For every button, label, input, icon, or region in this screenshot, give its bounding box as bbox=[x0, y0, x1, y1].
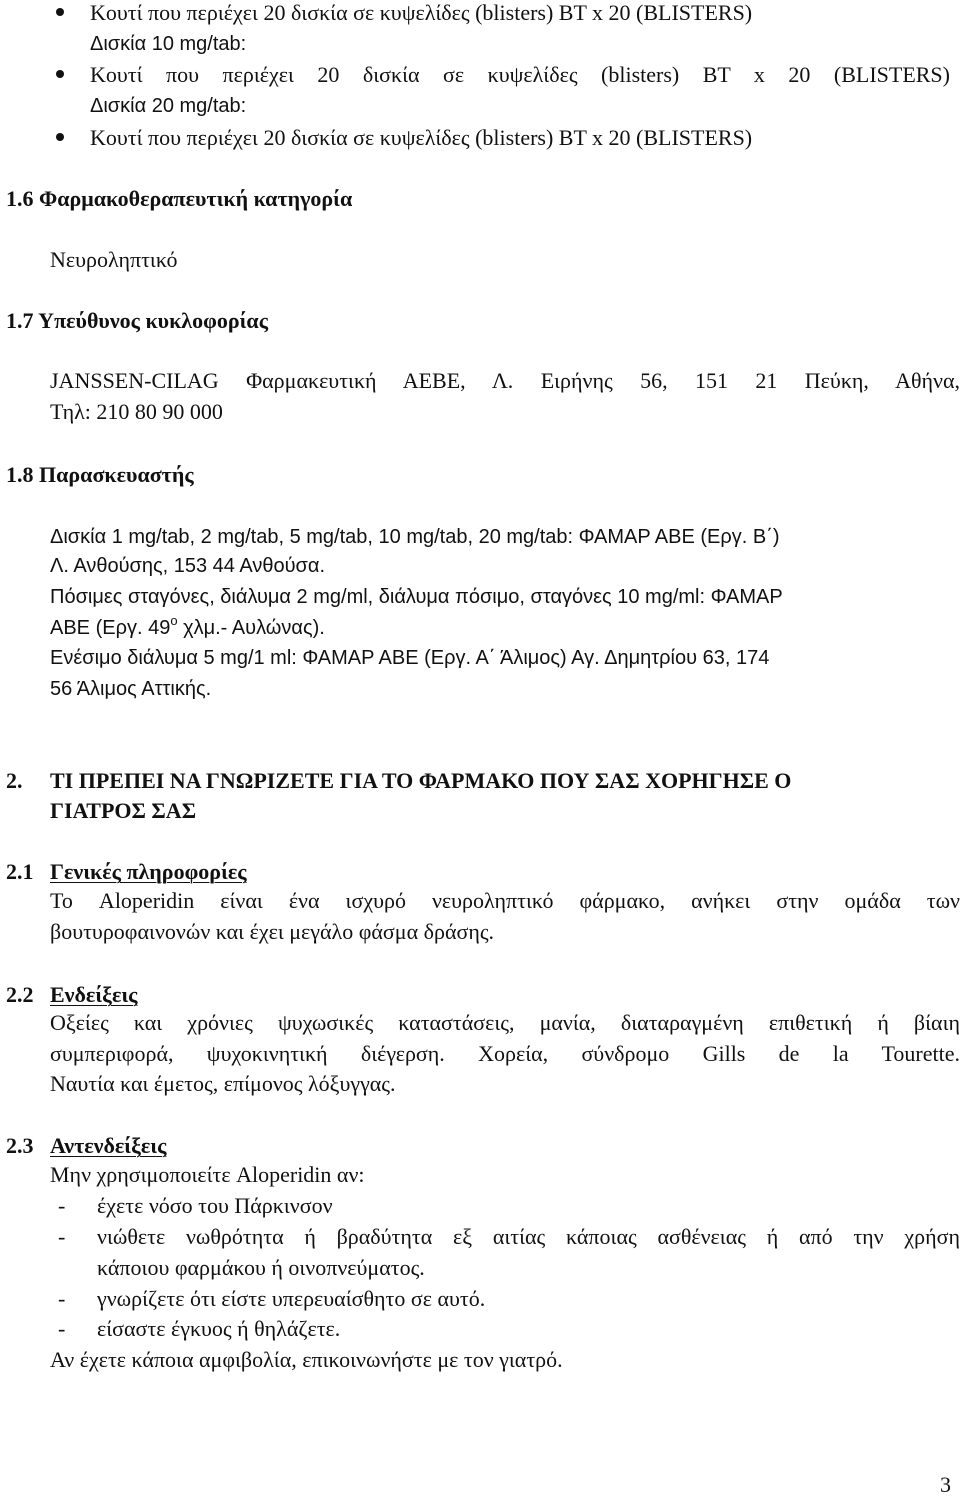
section-1-7-line-1: JANSSEN-CILAG Φαρμακευτική ΑΕΒΕ, Λ. Ειρήνης 56, 151 21 Πεύκη, Αθήνα, bbox=[50, 368, 960, 393]
section-2-title-line-2: ΓΙΑΤΡΟΣ ΣΑΣ bbox=[50, 798, 197, 823]
section-1-6-text: Νευροληπτικό bbox=[50, 247, 178, 272]
ordinal-superscript: ο bbox=[170, 613, 178, 628]
packaging-bullet-3: Κουτί που περιέχει 20 δισκία σε κυψελίδες (blisters) BT x 20 (BLISTERS) bbox=[90, 125, 753, 150]
section-2-1-line-1: Το Aloperidin είναι ένα ισχυρό νευροληπτικό φάρμακο, ανήκει στην ομάδα των bbox=[50, 888, 960, 913]
section-2-title-line-1: ΤΙ ΠΡΕΠΕΙ ΝΑ ΓΝΩΡΙΖΕΤΕ ΓΙΑ ΤΟ ΦΑΡΜΑΚΟ ΠΟΥ ΣΑΣ ΧΟΡΗΓΗΣΕ Ο bbox=[50, 768, 792, 793]
section-2-2-title: Ενδείξεις bbox=[50, 982, 138, 1007]
section-1-8-line-5: Ενέσιμο διάλυμα 5 mg/1 ml: ΦΑΜΑΡ ΑΒΕ (Εργ. Α΄ Άλιμος) Αγ. Δημητρίου 63, 174 bbox=[50, 647, 770, 669]
section-2-1-number: 2.1 bbox=[6, 859, 34, 884]
section-1-8-line-4 bbox=[50, 615, 325, 641]
section-1-7-line-2: Τηλ: 210 80 90 000 bbox=[50, 399, 223, 424]
section-2-2-line-3: Ναυτία και έμετος, επίμονος λόξυγγας. bbox=[50, 1071, 396, 1096]
list-dash: - bbox=[58, 1286, 66, 1311]
section-2-3-outro: Αν έχετε κάποια αμφιβολία, επικοινωνήστε με τον γιατρό. bbox=[50, 1347, 563, 1372]
section-1-8-line-4-end: χλμ.- Αυλώνας). bbox=[177, 617, 325, 639]
list-dash: - bbox=[58, 1316, 66, 1341]
bullet-dot bbox=[56, 70, 64, 78]
section-2-2-line-2: συμπεριφορά, ψυχοκινητική διέγερση. Χορεία, σύνδρομο Gills de la Tourette. bbox=[50, 1041, 960, 1066]
packaging-bullet-1: Κουτί που περιέχει 20 δισκία σε κυψελίδες (blisters) BT x 20 (BLISTERS) bbox=[90, 0, 753, 25]
page-number: 3 bbox=[940, 1472, 951, 1497]
section-1-8-heading: 1.8 Παρασκευαστής bbox=[6, 462, 194, 487]
section-2-1-title: Γενικές πληροφορίες bbox=[50, 859, 247, 884]
bullet-dot bbox=[56, 8, 64, 16]
contraindication-item-3: γνωρίζετε ότι είστε υπερευαίσθητο σε αυτό. bbox=[97, 1286, 486, 1311]
bullet-dot bbox=[56, 133, 64, 141]
packaging-bullet-2: Κουτί που περιέχει 20 δισκία σε κυψελίδες (blisters) BT x 20 (BLISTERS) bbox=[90, 62, 950, 87]
section-1-8-line-4-start: ΑΒΕ (Εργ. 49 bbox=[50, 617, 171, 639]
section-1-8-line-2: Λ. Ανθούσης, 153 44 Ανθούσα. bbox=[50, 555, 325, 577]
contraindication-item-4: είσαστε έγκυος ή θηλάζετε. bbox=[97, 1316, 341, 1341]
section-1-8-line-3: Πόσιμες σταγόνες, διάλυμα 2 mg/ml, διάλυμα πόσιμο, σταγόνες 10 mg/ml: ΦΑΜΑΡ bbox=[50, 586, 783, 608]
section-2-2-number: 2.2 bbox=[6, 982, 34, 1007]
contraindication-item-2-line-1: νιώθετε νωθρότητα ή βραδύτητα εξ αιτίας κάποιας ασθένειας ή από την χρήση bbox=[97, 1224, 960, 1249]
section-2-3-intro: Μην χρησιμοποιείτε Aloperidin αν: bbox=[50, 1162, 365, 1187]
contraindication-item-2-line-2: κάποιου φαρμάκου ή οινοπνεύματος. bbox=[97, 1255, 425, 1280]
list-dash: - bbox=[58, 1193, 66, 1218]
section-2-1-line-2: βουτυροφαινονών και έχει μεγάλο φάσμα δράσης. bbox=[50, 919, 495, 944]
section-1-8-line-6: 56 Άλιμος Αττικής. bbox=[50, 678, 212, 700]
section-1-7-heading: 1.7 Υπεύθυνος κυκλοφορίας bbox=[6, 308, 268, 333]
section-1-8-line-1: Δισκία 1 mg/tab, 2 mg/tab, 5 mg/tab, 10 mg/tab, 20 mg/tab: ΦΑΜΑΡ ΑΒΕ (Εργ. Β΄) bbox=[50, 526, 780, 548]
contraindication-item-1: έχετε νόσο του Πάρκινσον bbox=[97, 1193, 333, 1218]
section-2-2-line-1: Οξείες και χρόνιες ψυχωσικές καταστάσεις, μανία, διαταραγμένη επιθετική ή βίαιη bbox=[50, 1010, 960, 1035]
packaging-label-10mg: Δισκία 10 mg/tab: bbox=[90, 33, 247, 55]
list-dash: - bbox=[58, 1224, 66, 1249]
packaging-label-20mg: Δισκία 20 mg/tab: bbox=[90, 95, 247, 117]
section-1-6-heading: 1.6 Φαρμακοθεραπευτική κατηγορία bbox=[6, 186, 353, 211]
section-2-3-number: 2.3 bbox=[6, 1133, 34, 1158]
section-2-3-title: Αντενδείξεις bbox=[50, 1133, 167, 1158]
section-2-number: 2. bbox=[6, 768, 23, 793]
